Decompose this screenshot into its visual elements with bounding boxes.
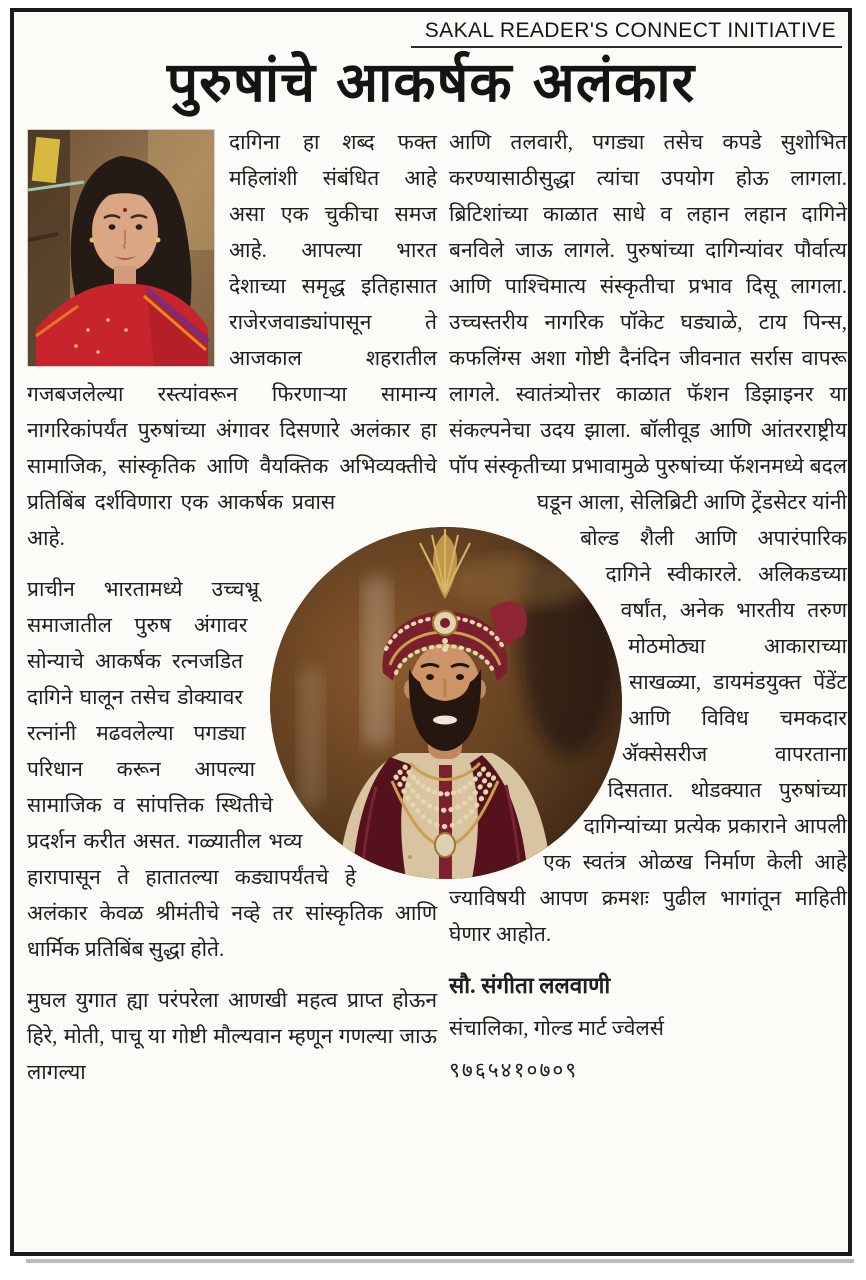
author-designation: संचालिका, गोल्ड मार्ट ज्वेलर्स [449, 1016, 664, 1040]
article-frame [10, 8, 852, 1256]
author-portrait-photo [27, 129, 215, 367]
right-paragraph-1: आणि तलवारी, पगड्या तसेच कपडे सुशोभित करण्यासाठीसुद्धा त्यांचा उपयोग होऊ लागला. ब्रिटिशांच्या काळात साधे व लहान लहान दागिने बनविले जाऊ लागले. पुरुषांच्या दागिन्यांवर पौर्वात्य आणि पाश्चिमात्य संस्कृतीचा प्रभाव दिसू लागला. उच्चस्तरीय नागरिक पॉकेट घड्याळे, टाय पिन्स, कफलिंग्स अशा गोष्टी दैनंदिन जीवनात सर्रास वापरू लागले. स्वातंत्र्योत्तर काळात फॅशन डिझाइनर या संकल्पनेचा उदय झाला. बॉलीवूड आणि आंतरराष्ट्रीय पॉप संस्कृतीच्या प्रभावामुळे पुरुषांच्या फॅशनमध्ये बदल घडून आला, सेलिब्रिटी आणि ट्रेंडसेटर यांनी बोल्ड शैली आणि अपारंपारिक दागिने स्वीकारले. अलिकडच्या वर्षांत, अनेक भारतीय तरुण मोठमोठ्या आकाराच्या साखळ्या, डायमंडयुक्त पेंडेंट आणि विविध चमकदार ॲक्सेसरीज वापरताना दिसतात. थोडक्यात पुरुषांच्या दागिन्यांच्या प्रत्येक प्रकाराने आपली एक स्वतंत्र ओळख निर्माण केली आहे ज्याविषयी आपण क्रमशः पुढील भागांतून माहिती घेणार आहोत. [449, 130, 847, 946]
header-strip [14, 12, 848, 48]
article-title: पुरुषांचे आकर्षक अलंकार [166, 50, 696, 114]
scan-shadow-line [26, 1259, 854, 1263]
author-name: सौ. संगीता ललवाणी [449, 973, 611, 998]
left-paragraph-2: प्राचीन भारतामध्ये उच्चभ्रू समाजातील पुरुष अंगावर सोन्याचे आकर्षक रत्नजडित दागिने घालून तसेच डोक्यावर रत्नांनी मढवलेल्या पगड्या परिधान करून आपल्या सामाजिक व सांपत्तिक स्थितीचे प्रदर्शन करीत असत. गळ्यातील भव्य हारापासून ते हातातल्या कड्यापर्यंतचे हे अलंकार केवळ श्रीमंतीचे नव्हे तर सांस्कृतिक आणि धार्मिक प्रतिबिंब सुद्धा होते. [27, 577, 437, 961]
initiative-label: SAKAL READER'S CONNECT INITIATIVE [411, 19, 842, 48]
author-phone-number: ९७६५४१०७०९ [449, 1058, 579, 1082]
groom-portrait-photo [270, 527, 622, 879]
left-paragraph-3: मुघल युगात ह्या परंपरेला आणखी महत्व प्राप्त होऊन हिरे, मोती, पाचू या गोष्टी मौल्यवान म्हणून गणल्या जाऊ लागल्या [27, 988, 437, 1084]
left-paragraph-1: दागिना हा शब्द फक्त महिलांशी संबंधित आहे असा एक चुकीचा समज आहे. आपल्या भारत देशाच्या समृद्ध इतिहासात राजेरजवाड्यांपासून ते आजकाल शहरातील गजबजलेल्या रस्त्यांवरून फिरणाऱ्या सामान्य नागरिकांपर्यंत पुरुषांच्या अंगावर दिसणारे अलंकार हा सामाजिक, सांस्कृतिक आणि वैयक्तिक अभिव्यक्तीचे प्रतिबिंब दर्शविणारा एक आकर्षक प्रवास आहे. [27, 130, 437, 550]
